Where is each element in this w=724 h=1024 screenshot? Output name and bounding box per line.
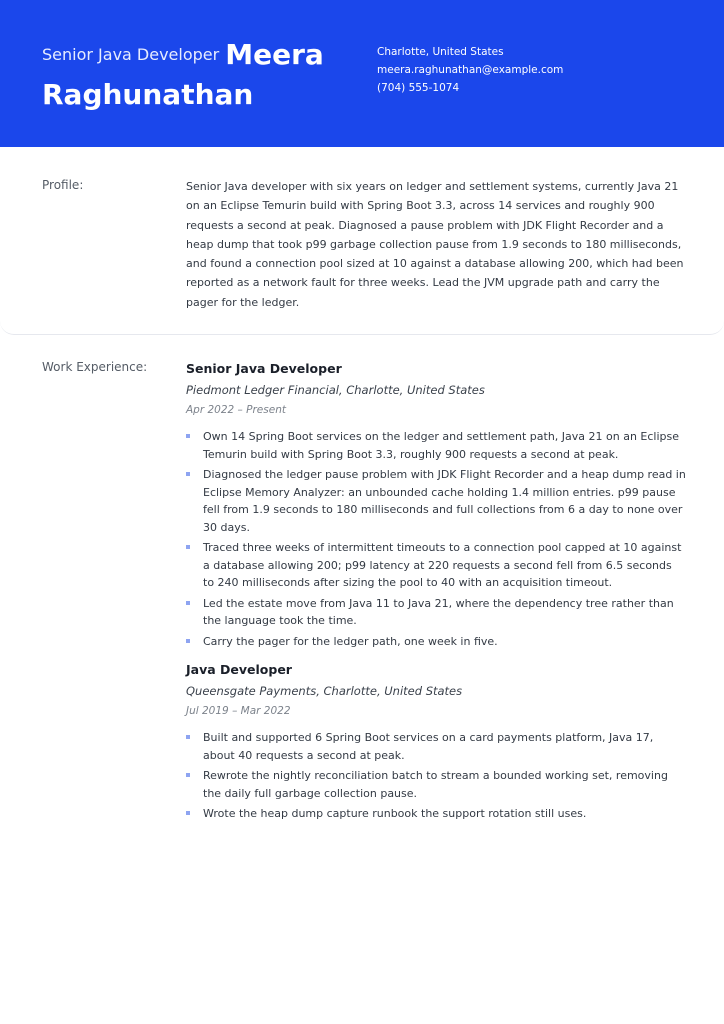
job-title: Senior Java Developer xyxy=(42,45,220,64)
square-bullet-icon xyxy=(186,639,190,643)
job-entry xyxy=(186,360,686,650)
square-bullet-icon xyxy=(186,545,190,549)
job-dates: Jul 2019 – Mar 2022 xyxy=(186,705,291,717)
job-entry xyxy=(186,661,686,823)
job-list xyxy=(186,360,686,834)
job-bullets xyxy=(186,729,686,823)
resume-header xyxy=(0,0,724,147)
square-bullet-icon xyxy=(186,472,190,476)
job-role: Senior Java Developer xyxy=(186,361,342,376)
job-dates: Apr 2022 – Present xyxy=(186,404,286,416)
job-role: Java Developer xyxy=(186,662,292,677)
job-company: Queensgate Payments, Charlotte, United States xyxy=(186,684,463,698)
contact-info xyxy=(377,43,563,97)
contact-email[interactable]: meera.raghunathan@example.com xyxy=(377,64,564,76)
first-name: Meera xyxy=(225,38,324,71)
contact-phone[interactable]: (704) 555-1074 xyxy=(377,82,460,94)
profile-label: Profile: xyxy=(42,178,84,192)
contact-location: Charlotte, United States xyxy=(377,46,504,58)
list-item xyxy=(186,595,686,630)
square-bullet-icon xyxy=(186,735,190,739)
bullet-text: Rewrote the nightly reconciliation batch to stream a bounded working set, removing the daily full garbage collection pause. xyxy=(203,769,668,800)
bullet-text: Diagnosed the ledger pause problem with JDK Flight Recorder and a heap dump read in Eclipse Memory Analyzer: an unbounded cache holding 1.4 million entries. p99 pause fell from 1.9 seconds to 180 milliseconds and full collections from 6 a day to none over 30 days. xyxy=(203,468,686,534)
bullet-text: Led the estate move from Java 11 to Java 21, where the dependency tree rather than the language took the time. xyxy=(203,596,674,627)
square-bullet-icon xyxy=(186,434,190,438)
job-company: Piedmont Ledger Financial, Charlotte, United States xyxy=(186,383,485,397)
profile-section xyxy=(0,147,724,335)
square-bullet-icon xyxy=(186,811,190,815)
list-item xyxy=(186,729,686,764)
bullet-text: Own 14 Spring Boot services on the ledger and settlement path, Java 21 on an Eclipse Temurin build with Spring Boot 3.3, roughly 900 requests a second at peak. xyxy=(203,430,680,461)
name-block xyxy=(42,38,352,114)
list-item xyxy=(186,767,686,802)
bullet-text: Built and supported 6 Spring Boot services on a card payments platform, Java 17, about 40 requests a second at peak. xyxy=(203,731,654,762)
square-bullet-icon xyxy=(186,773,190,777)
bullet-text: Traced three weeks of intermittent timeouts to a connection pool capped at 10 against a database allowing 200; p99 latency at 220 requests a second fell from 6.5 seconds to 240 milliseconds after sizing the pool to 40 with an acquisition timeout. xyxy=(203,541,682,589)
work-experience-label: Work Experience: xyxy=(42,360,148,374)
list-item xyxy=(186,539,686,592)
profile-text: Senior Java developer with six years on ledger and settlement systems, currently Java 21 on an Eclipse Temurin build with Spring Boot 3.3, across 14 services and roughly 900 requests a second at peak. Diagnosed a pause problem with JDK Flight Recorder and a heap dump that took p99 garbage collection pause from 1.9 seconds to 180 milliseconds, and found a connection pool sized at 10 against a database allowing 200, which had been reported as a network fault for three weeks. Lead the JVM upgrade path and carry the pager for the ledger. xyxy=(186,180,684,309)
list-item xyxy=(186,805,686,823)
last-name: Raghunathan xyxy=(42,78,254,111)
bullet-text: Carry the pager for the ledger path, one week in five. xyxy=(203,634,498,648)
list-item xyxy=(186,466,686,536)
list-item xyxy=(186,633,686,651)
list-item xyxy=(186,428,686,463)
square-bullet-icon xyxy=(186,601,190,605)
job-bullets xyxy=(186,428,686,650)
bullet-text: Wrote the heap dump capture runbook the support rotation still uses. xyxy=(203,807,587,820)
